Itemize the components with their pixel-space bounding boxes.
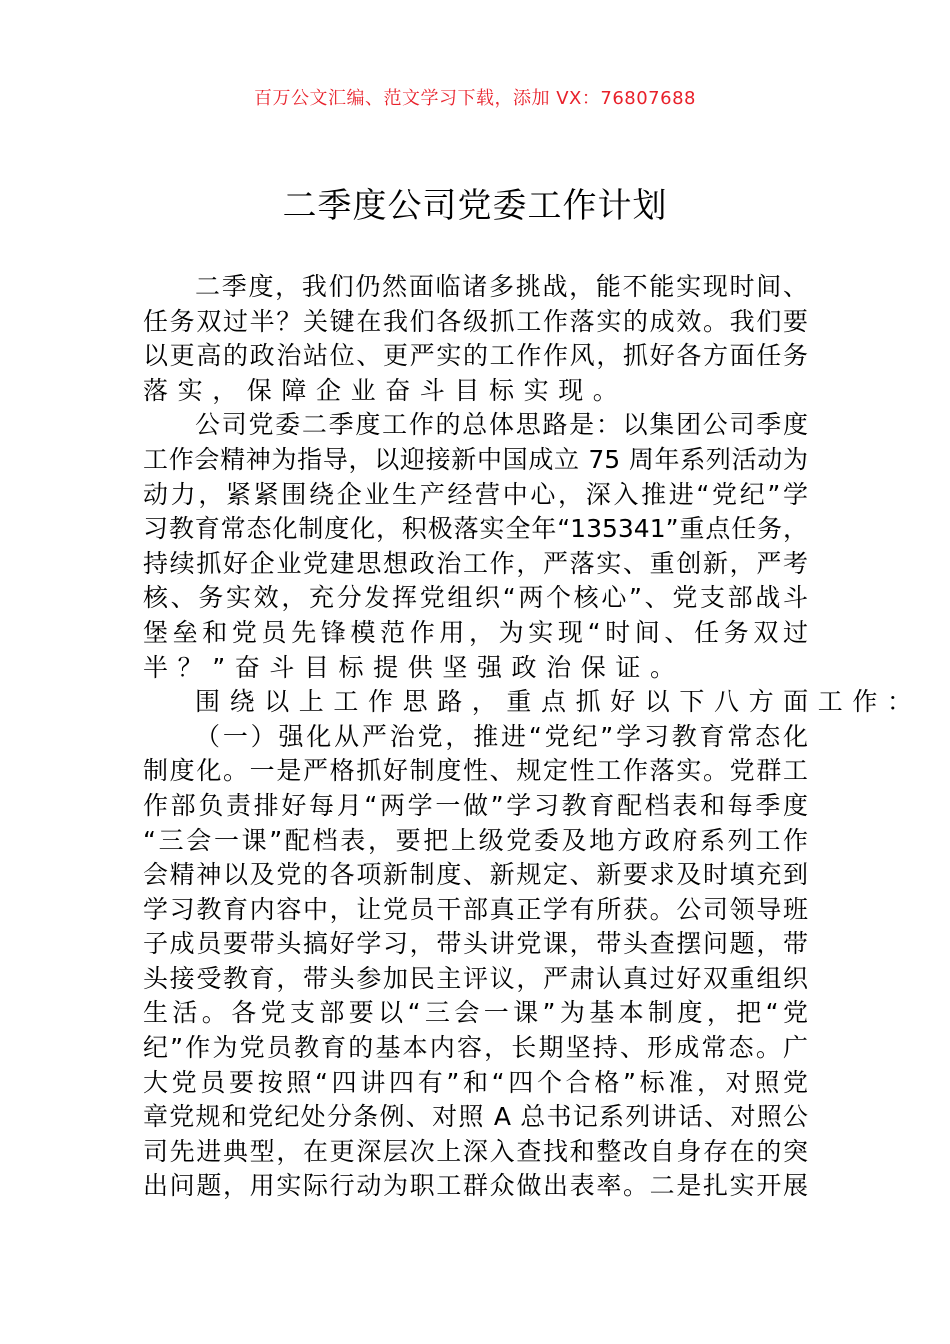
text-line: 习教育常态化制度化，积极落实全年“135341”重点任务，: [143, 514, 808, 544]
text-line: 半？”奋斗目标提供坚强政治保证。: [143, 652, 685, 682]
text-line: （一）强化从严治党，推进“党纪”学习教育常态化: [195, 721, 808, 751]
text-line: 任务双过半？关键在我们各级抓工作落实的成效。我们要: [143, 306, 808, 336]
text-line: 工作会精神为指导，以迎接新中国成立 75 周年系列活动为: [143, 444, 808, 474]
text-line: 会精神以及党的各项新制度、新规定、新要求及时填充到: [143, 860, 808, 890]
document-title: 二季度公司党委工作计划: [282, 186, 668, 226]
text-line: 头接受教育，带头参加民主评议，严肃认真过好双重组织: [143, 963, 808, 993]
text-line: 公司党委二季度工作的总体思路是：以集团公司季度: [195, 410, 808, 440]
paragraph: [143, 270, 808, 408]
text-line: 动力，紧紧围绕企业生产经营中心，深入推进“党纪”学: [143, 479, 808, 509]
text-line: 子成员要带头搞好学习，带头讲党课，带头查摆问题，带: [143, 929, 808, 959]
text-line: 大党员要按照“四讲四有”和“四个合格”标准，对照党: [143, 1067, 808, 1097]
text-line: “三会一课”配档表，要把上级党委及地方政府系列工作: [143, 825, 808, 855]
text-line: 以更高的政治站位、更严实的工作作风，抓好各方面任务: [143, 341, 808, 371]
text-line: 二季度，我们仍然面临诸多挑战，能不能实现时间、: [195, 272, 808, 301]
paragraph: [143, 408, 808, 685]
text-line: 出问题，用实际行动为职工群众做出表率。二是扎实开展: [143, 1171, 808, 1201]
text-line: 章党规和党纪处分条例、对照 A 总书记系列讲话、对照公: [143, 1102, 808, 1132]
text-line: 制度化。一是严格抓好制度性、规定性工作落实。党群工: [143, 756, 808, 786]
text-line: 堡垒和党员先锋模范作用，为实现“时间、任务双过: [143, 617, 808, 647]
text-line: 持续抓好企业党建思想政治工作，严落实、重创新，严考: [143, 548, 808, 578]
text-line: 围绕以上工作思路，重点抓好以下八方面工作：: [195, 687, 922, 717]
text-line: 司先进典型，在更深层次上深入查找和整改自身存在的突: [143, 1136, 808, 1166]
header-watermark-note: 百万公文汇编、范文学习下载，添加 VX：76807688: [254, 88, 696, 109]
text-line: 学习教育内容中，让党员干部真正学有所获。公司领导班: [143, 894, 808, 924]
document-body: [143, 270, 922, 1204]
text-line: 作部负责排好每月“两学一做”学习教育配档表和每季度: [143, 790, 808, 820]
paragraph: [143, 685, 922, 720]
text-line: 纪”作为党员教育的基本内容，长期坚持、形成常态。广: [143, 1033, 808, 1063]
text-line: 落实，保障企业奋斗目标实现。: [143, 375, 628, 405]
paragraph: [143, 720, 808, 1204]
text-line: 生活。各党支部要以“三会一课”为基本制度，把“党: [143, 998, 808, 1028]
text-line: 核、务实效，充分发挥党组织“两个核心”、党支部战斗: [143, 583, 808, 613]
